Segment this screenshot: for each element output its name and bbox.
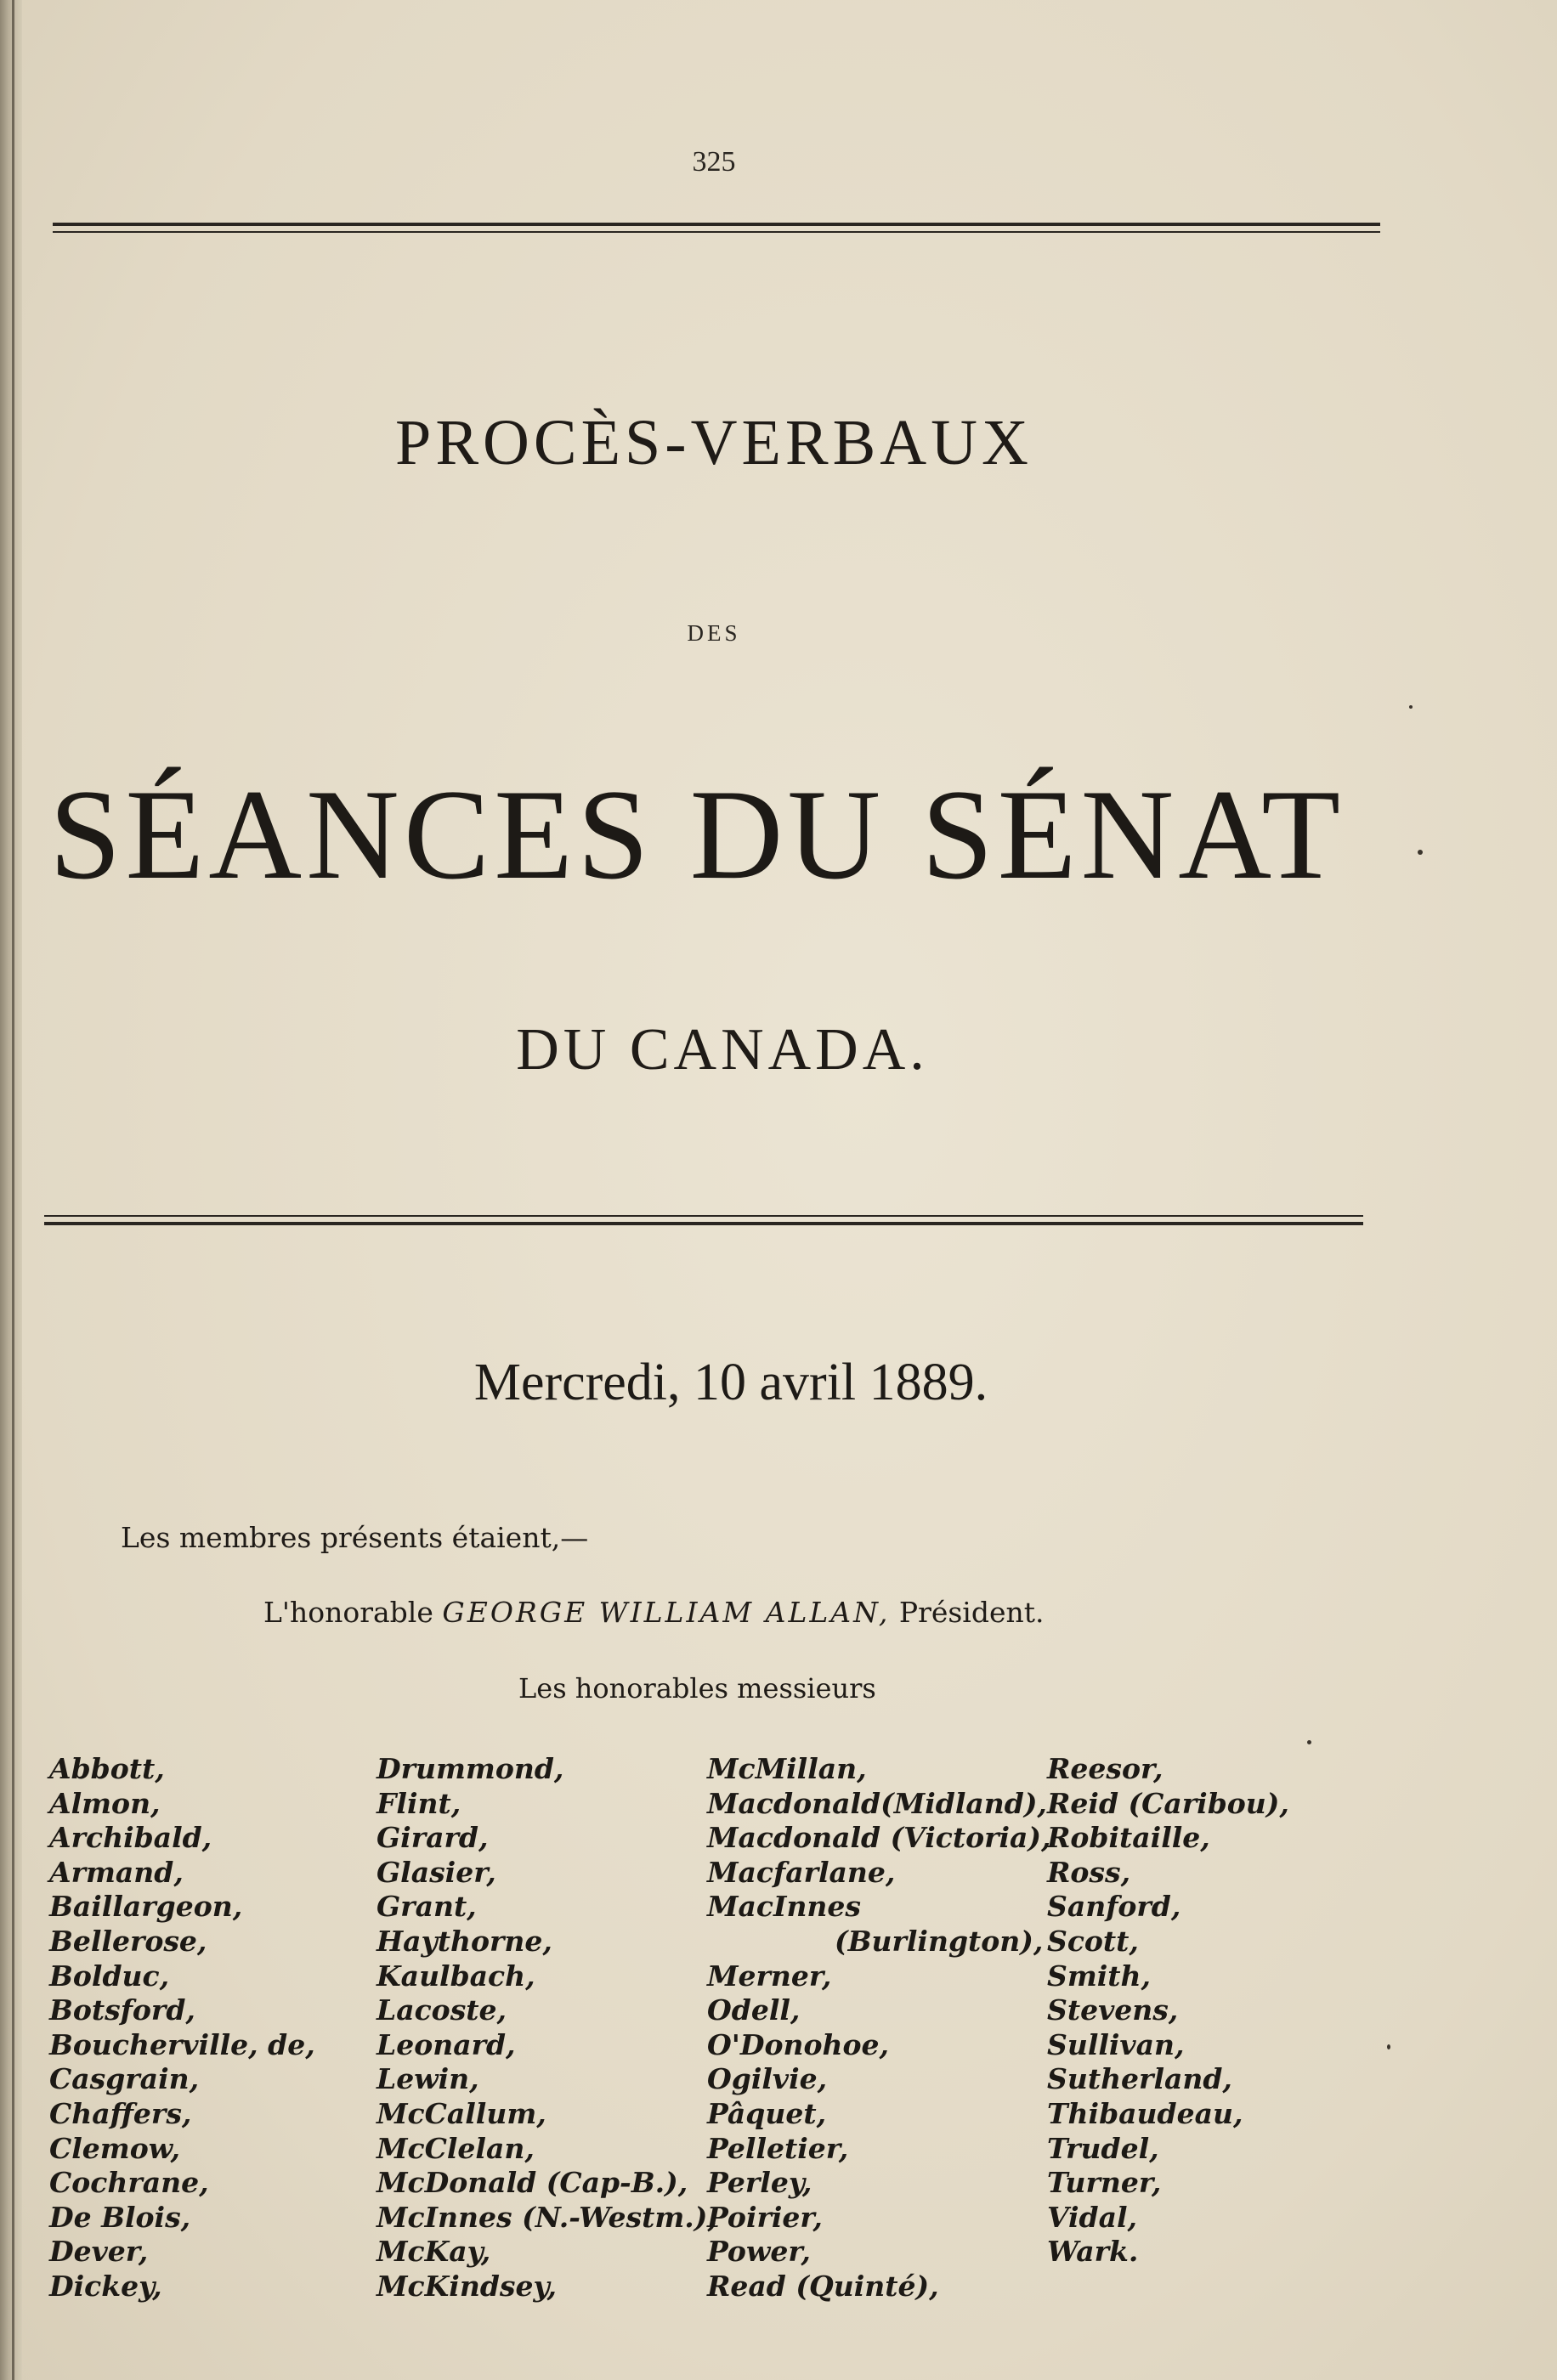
member-name: Stevens,: [1047, 1993, 1179, 2027]
member-name: Macfarlane,: [707, 1855, 896, 1889]
members-present-intro: Les membres présents étaient,—: [121, 1521, 589, 1554]
member-name: Chaffers,: [49, 2096, 192, 2130]
member-name: MacInnes: [707, 1890, 862, 1924]
binding-shadow-line: [12, 0, 14, 2380]
member-name: McClelan,: [377, 2131, 535, 2165]
member-name: McKindsey,: [377, 2269, 557, 2303]
member-name: Lacoste,: [377, 1993, 507, 2027]
member-name: Almon,: [49, 1786, 161, 1820]
member-name: Power,: [707, 2235, 811, 2269]
title-proces-verbaux: PROCÈS-VERBAUX: [395, 407, 1033, 478]
president-title: Président.: [898, 1596, 1045, 1629]
member-name: Cochrane,: [49, 2166, 209, 2200]
member-name: Trudel,: [1047, 2131, 1159, 2165]
member-name: Sanford,: [1047, 1890, 1181, 1924]
members-column-1: [49, 1752, 315, 2304]
members-column-4: [1047, 1752, 1289, 2270]
member-name: Ogilvie,: [707, 2062, 828, 2096]
title-seances-du-senat: SÉANCES DU SÉNAT: [48, 763, 1345, 906]
ink-speck: [1307, 1740, 1311, 1744]
page-binding-edge: [0, 0, 22, 2380]
member-name: Smith,: [1047, 1959, 1152, 1993]
honorables-heading: Les honorables messieurs: [518, 1672, 876, 1704]
member-name: Drummond,: [377, 1752, 564, 1785]
member-name: O'Donohoe,: [707, 2027, 889, 2061]
middle-rule-thick: [44, 1222, 1363, 1225]
member-name: Poirier,: [707, 2200, 823, 2234]
members-column-3: [707, 1752, 1051, 2304]
page-number: 325: [692, 146, 736, 178]
president-line: [263, 1596, 1368, 1629]
member-name: Haythorne,: [377, 1924, 552, 1958]
member-name: McDonald (Cap-B.),: [377, 2166, 688, 2200]
ink-speck: [1418, 850, 1423, 855]
member-name: Reid (Caribou),: [1047, 1786, 1289, 1820]
member-name: Archibald,: [49, 1821, 212, 1855]
member-name: Read (Quinté),: [707, 2269, 939, 2303]
member-name: Girard,: [377, 1821, 489, 1855]
member-name: Perley,: [707, 2166, 812, 2200]
member-name: Flint,: [377, 1786, 461, 1820]
member-name: McCallum,: [377, 2096, 546, 2130]
members-column-2: [377, 1752, 717, 2304]
ink-speck: [1409, 705, 1413, 709]
member-name: Clemow,: [49, 2131, 180, 2165]
member-name: Grant,: [377, 1890, 477, 1924]
title-des: DES: [687, 620, 741, 646]
member-name: Bellerose,: [49, 1924, 207, 1958]
president-prefix: L'honorable: [263, 1596, 433, 1629]
member-name: Botsford,: [49, 1993, 195, 2027]
member-name: Ross,: [1047, 1855, 1131, 1889]
member-name: Sullivan,: [1047, 2027, 1185, 2061]
member-name: Dickey,: [49, 2269, 162, 2303]
member-name: Leonard,: [377, 2027, 516, 2061]
member-name: Glasier,: [377, 1855, 496, 1889]
member-name: Dever,: [49, 2235, 149, 2269]
member-name: Wark.: [1047, 2235, 1139, 2269]
ink-speck: [1387, 2044, 1390, 2049]
member-name: Sutherland,: [1047, 2062, 1232, 2096]
member-name: Macdonald (Victoria),: [707, 1821, 1051, 1855]
title-du-canada: DU CANADA.: [516, 1017, 929, 1083]
member-name: Lewin,: [377, 2062, 479, 2096]
member-name: Bolduc,: [49, 1959, 170, 1993]
member-name: Armand,: [49, 1855, 184, 1889]
member-name: Reesor,: [1047, 1752, 1164, 1785]
member-name: Abbott,: [49, 1752, 165, 1785]
member-name: Macdonald(Midland),: [707, 1786, 1047, 1820]
middle-rule-thin: [44, 1215, 1363, 1217]
member-name: McKay,: [377, 2235, 491, 2269]
member-name: McInnes (N.-Westm.),: [377, 2200, 717, 2234]
member-name: Kaulbach,: [377, 1959, 535, 1993]
member-name: Casgrain,: [49, 2062, 200, 2096]
member-name: Odell,: [707, 1993, 801, 2027]
member-name: Vidal,: [1047, 2200, 1138, 2234]
member-name: Robitaille,: [1047, 1821, 1210, 1855]
member-name: Turner,: [1047, 2166, 1162, 2200]
member-name: Scott,: [1047, 1924, 1139, 1958]
president-name: GEORGE WILLIAM ALLAN,: [442, 1596, 891, 1629]
session-date: Mercredi, 10 avril 1889.: [473, 1354, 988, 1411]
member-name: Pelletier,: [707, 2131, 849, 2165]
member-name: Baillargeon,: [49, 1890, 243, 1924]
top-rule-thin: [53, 231, 1380, 233]
member-name: De Blois,: [49, 2200, 191, 2234]
member-name-continuation: (Burlington),: [835, 1924, 1044, 1958]
member-name: McMillan,: [707, 1752, 867, 1785]
member-name: Pâquet,: [707, 2096, 827, 2130]
member-name: Thibaudeau,: [1047, 2096, 1243, 2130]
member-name: Boucherville, de,: [49, 2027, 315, 2061]
top-rule-thick: [53, 223, 1380, 226]
member-name: Merner,: [707, 1959, 832, 1993]
